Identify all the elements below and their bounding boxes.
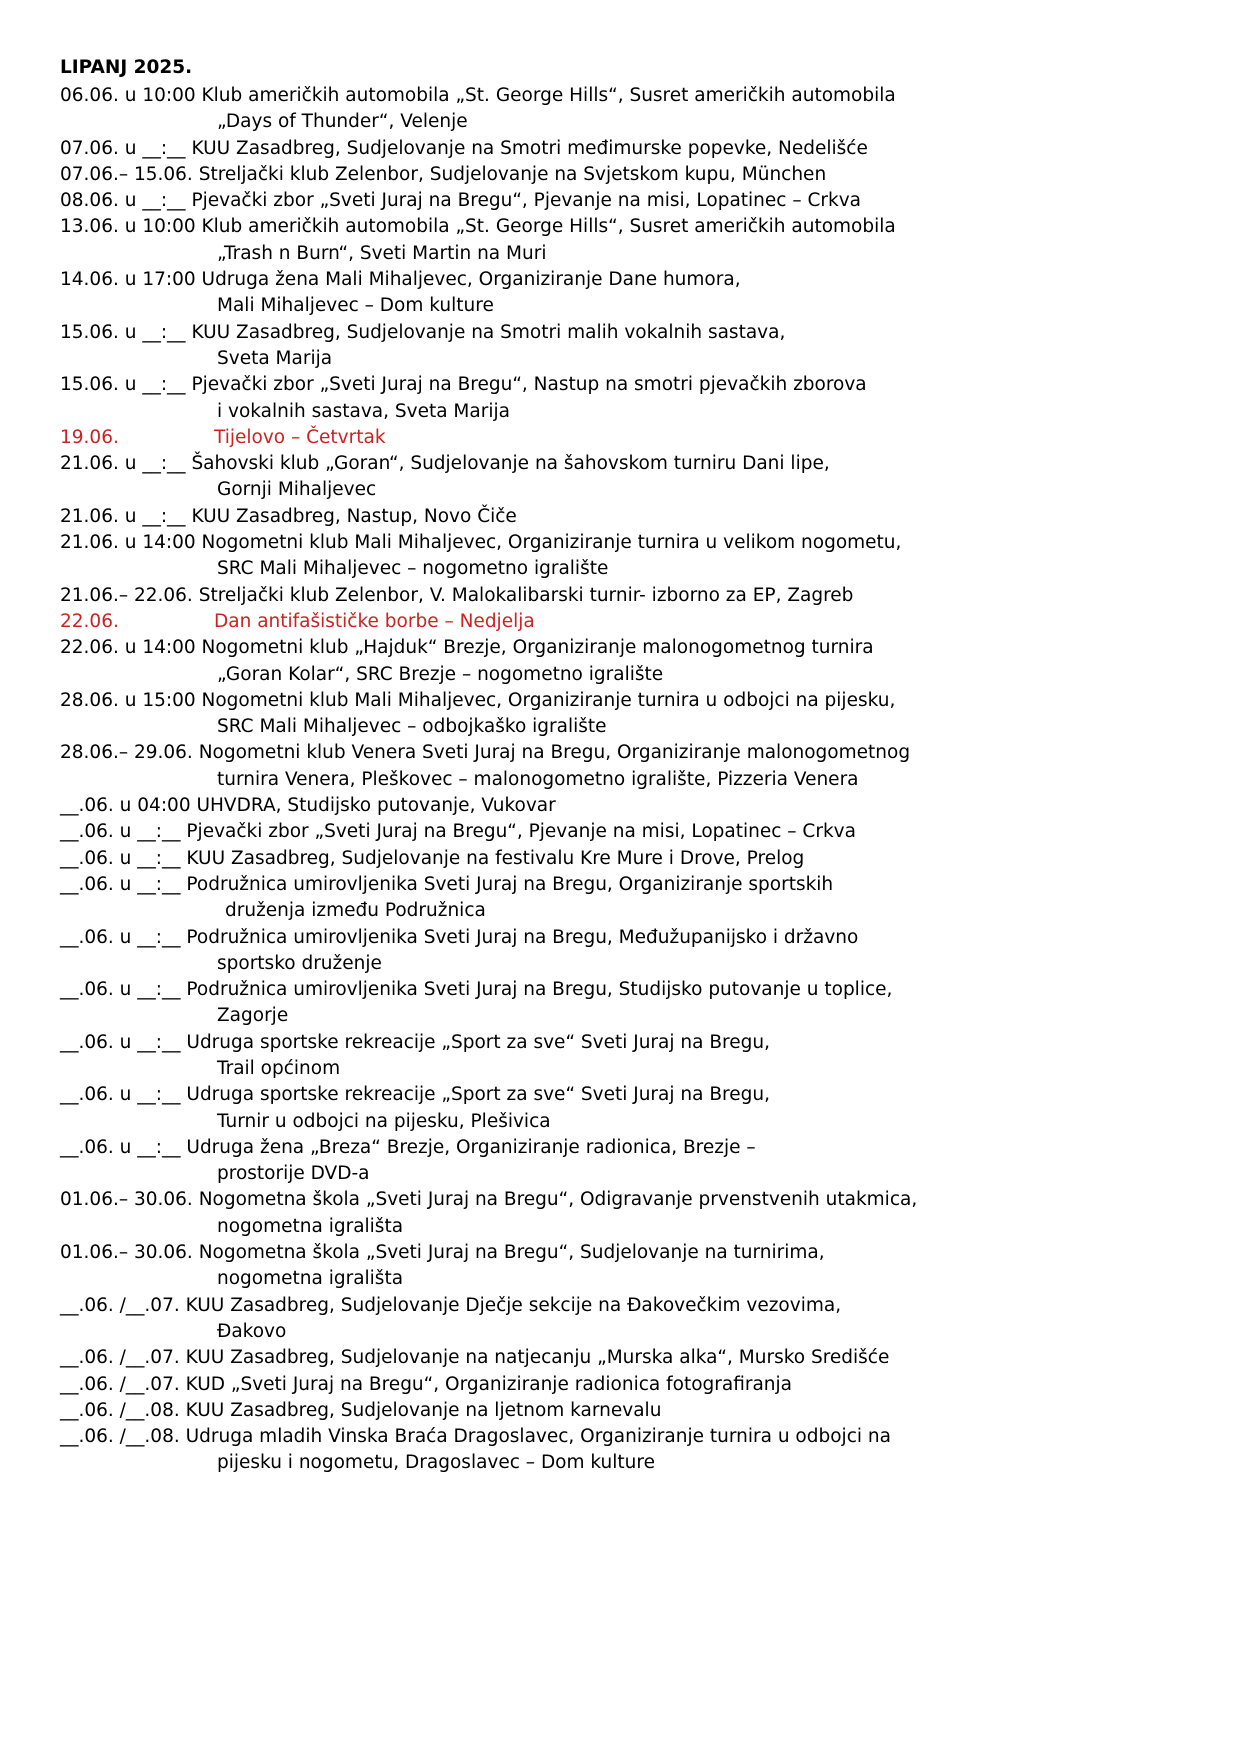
- event-continuation-line: „Days of Thunder“, Velenje: [217, 111, 468, 133]
- event-continuation-line: sportsko druženje: [217, 952, 382, 974]
- event-list: [60, 83, 1180, 1477]
- event-entry: [60, 688, 1180, 741]
- event-entry: [60, 1398, 1180, 1424]
- event-line: 21.06.– 22.06. Streljački klub Zelenbor, V. Malokalibarski turnir- izborno za EP, Zagreb: [60, 584, 854, 606]
- page-heading: LIPANJ 2025.: [60, 57, 193, 78]
- event-entry: [60, 1082, 1180, 1135]
- holiday-entry: [60, 609, 1180, 635]
- event-continuation-line: pijesku i nogometu, Dragoslavec – Dom kulture: [217, 1452, 655, 1474]
- event-entry: [60, 583, 1180, 609]
- event-line: __.06. u __:__ KUU Zasadbreg, Sudjelovanje na festivalu Kre Mure i Drove, Prelog: [60, 847, 805, 869]
- holiday-line: [60, 425, 1180, 451]
- event-entry: [60, 872, 1180, 925]
- event-line: 22.06. u 14:00 Nogometni klub „Hajduk“ Brezje, Organiziranje malonogometnog turnira: [60, 637, 874, 659]
- event-line: __.06. u __:__ Podružnica umirovljenika Sveti Juraj na Bregu, Organiziranje sportskih: [60, 873, 834, 895]
- event-entry: [60, 451, 1180, 504]
- event-entry: [60, 267, 1180, 320]
- event-entry: [60, 1030, 1180, 1083]
- event-entry: [60, 1240, 1180, 1293]
- event-entry: [60, 1135, 1180, 1188]
- event-line: __.06. u __:__ Podružnica umirovljenika Sveti Juraj na Bregu, Međužupanijsko i državno: [60, 926, 859, 948]
- event-line: __.06. u __:__ Udruga žena „Breza“ Brezje, Organiziranje radionica, Brezje –: [60, 1136, 756, 1158]
- event-entry: [60, 1187, 1180, 1240]
- event-line: __.06. u __:__ Udruga sportske rekreacije „Sport za sve“ Sveti Juraj na Bregu,: [60, 1084, 770, 1106]
- holiday-entry: [60, 425, 1180, 451]
- event-continuation-line: nogometna igrališta: [217, 1215, 404, 1237]
- event-continuation-line: „Goran Kolar“, SRC Brezje – nogometno igralište: [217, 663, 664, 685]
- event-entry: [60, 977, 1180, 1030]
- event-entry: [60, 530, 1180, 583]
- event-line: __.06. /__.07. KUU Zasadbreg, Sudjelovanje Dječje sekcije na Đakovečkim vezovima,: [60, 1294, 842, 1316]
- event-entry: [60, 320, 1180, 373]
- event-entry: [60, 819, 1180, 845]
- event-entry: [60, 504, 1180, 530]
- event-continuation-line: i vokalnih sastava, Sveta Marija: [217, 400, 510, 422]
- event-line: 07.06.– 15.06. Streljački klub Zelenbor, Sudjelovanje na Svjetskom kupu, München: [60, 163, 827, 185]
- event-continuation-line: prostorije DVD-a: [217, 1163, 370, 1185]
- event-line: 15.06. u __:__ Pjevački zbor „Sveti Juraj na Bregu“, Nastup na smotri pjevačkih zborova: [60, 374, 867, 396]
- event-line: __.06. /__.07. KUU Zasadbreg, Sudjelovanje na natjecanju „Murska alka“, Mursko Središće: [60, 1347, 890, 1369]
- event-line: 01.06.– 30.06. Nogometna škola „Sveti Juraj na Bregu“, Sudjelovanje na turnirima,: [60, 1242, 825, 1264]
- event-entry: [60, 1372, 1180, 1398]
- event-entry: [60, 83, 1180, 136]
- event-line: 28.06.– 29.06. Nogometni klub Venera Sveti Juraj na Bregu, Organiziranje malonogometnog: [60, 742, 911, 764]
- event-continuation-line: Turnir u odbojci na pijesku, Plešivica: [217, 1110, 551, 1132]
- event-line: __.06. u __:__ Udruga sportske rekreacije „Sport za sve“ Sveti Juraj na Bregu,: [60, 1031, 770, 1053]
- event-continuation-line: SRC Mali Mihaljevec – nogometno igralište: [217, 558, 609, 580]
- event-continuation-line: Trail općinom: [217, 1057, 341, 1079]
- event-entry: [60, 1424, 1180, 1477]
- event-entry: [60, 188, 1180, 214]
- event-line: __.06. u __:__ Pjevački zbor „Sveti Juraj na Bregu“, Pjevanje na misi, Lopatinec – Crkva: [60, 821, 856, 843]
- event-line: 21.06. u 14:00 Nogometni klub Mali Mihaljevec, Organiziranje turnira u velikom nogometu,: [60, 532, 902, 554]
- event-entry: [60, 136, 1180, 162]
- event-continuation-line: „Trash n Burn“, Sveti Martin na Muri: [217, 242, 547, 264]
- event-entry: [60, 635, 1180, 688]
- event-continuation-line: Mali Mihaljevec – Dom kulture: [217, 295, 494, 317]
- event-continuation-line: SRC Mali Mihaljevec – odbojkaško igralište: [217, 716, 607, 738]
- event-entry: [60, 925, 1180, 978]
- event-line: __.06. u __:__ Podružnica umirovljenika Sveti Juraj na Bregu, Studijsko putovanje u toplice,: [60, 979, 893, 1001]
- event-line: 21.06. u __:__ KUU Zasadbreg, Nastup, Novo Čiče: [60, 505, 517, 527]
- event-entry: [60, 214, 1180, 267]
- holiday-date: 22.06.: [60, 610, 119, 632]
- event-continuation-line: Sveta Marija: [217, 347, 333, 369]
- event-line: __.06. /__.08. KUU Zasadbreg, Sudjelovanje na ljetnom karnevalu: [60, 1399, 662, 1421]
- event-line: __.06. u 04:00 UHVDRA, Studijsko putovanje, Vukovar: [60, 795, 556, 817]
- event-continuation-line: Zagorje: [217, 1005, 289, 1027]
- event-entry: [60, 1345, 1180, 1371]
- event-entry: [60, 372, 1180, 425]
- event-line: 14.06. u 17:00 Udruga žena Mali Mihaljevec, Organiziranje Dane humora,: [60, 269, 741, 291]
- holiday-date: 19.06.: [60, 426, 119, 448]
- event-continuation-line: Gornji Mihaljevec: [217, 479, 377, 501]
- event-entry: [60, 740, 1180, 793]
- event-line: 08.06. u __:__ Pjevački zbor „Sveti Juraj na Bregu“, Pjevanje na misi, Lopatinec – Crkva: [60, 190, 861, 212]
- holiday-name: Tijelovo – Četvrtak: [214, 426, 386, 448]
- event-entry: [60, 846, 1180, 872]
- event-line: __.06. /__.08. Udruga mladih Vinska Braća Dragoslavec, Organiziranje turnira u odbojci na: [60, 1426, 891, 1448]
- event-line: 15.06. u __:__ KUU Zasadbreg, Sudjelovanje na Smotri malih vokalnih sastava,: [60, 321, 786, 343]
- event-line: 07.06. u __:__ KUU Zasadbreg, Sudjelovanje na Smotri međimurske popevke, Nedelišće: [60, 137, 868, 159]
- event-continuation-line: druženja između Podružnica: [225, 900, 486, 922]
- event-line: 06.06. u 10:00 Klub američkih automobila „St. George Hills“, Susret američkih automobila: [60, 85, 896, 106]
- event-line: 21.06. u __:__ Šahovski klub „Goran“, Sudjelovanje na šahovskom turniru Dani lipe,: [60, 453, 830, 475]
- event-line: 01.06.– 30.06. Nogometna škola „Sveti Juraj na Bregu“, Odigravanje prvenstvenih utakmica,: [60, 1189, 918, 1211]
- event-entry: [60, 162, 1180, 188]
- event-entry: [60, 793, 1180, 819]
- event-continuation-line: turnira Venera, Pleškovec – malonogometno igralište, Pizzeria Venera: [217, 768, 859, 790]
- event-line: 13.06. u 10:00 Klub američkih automobila „St. George Hills“, Susret američkih automobila: [60, 216, 896, 238]
- event-entry: [60, 1293, 1180, 1346]
- event-line: 28.06. u 15:00 Nogometni klub Mali Mihaljevec, Organiziranje turnira u odbojci na pijesku,: [60, 689, 896, 711]
- holiday-line: [60, 609, 1180, 635]
- event-line: __.06. /__.07. KUD „Sveti Juraj na Bregu“, Organiziranje radionica fotografiranja: [60, 1373, 792, 1395]
- holiday-name: Dan antifašističke borbe – Nedjelja: [214, 610, 535, 632]
- event-continuation-line: Đakovo: [217, 1320, 287, 1342]
- event-continuation-line: nogometna igrališta: [217, 1268, 404, 1290]
